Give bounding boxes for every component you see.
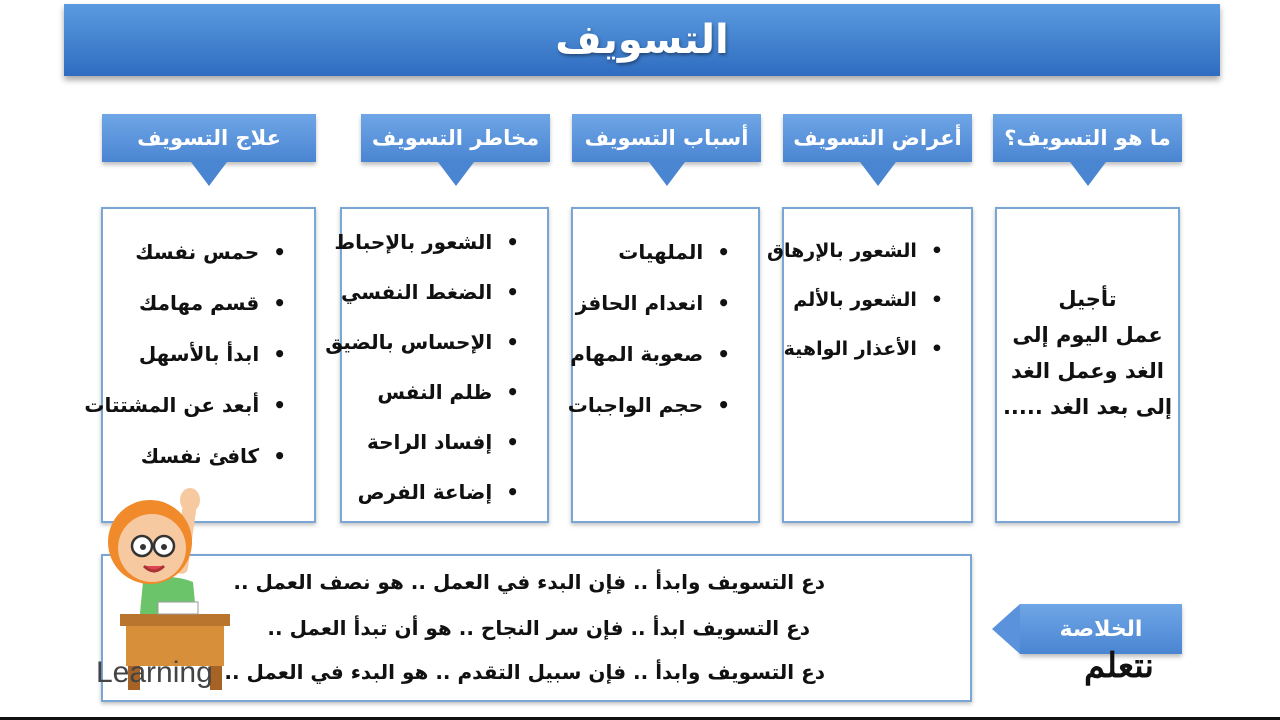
list-item: • الملهيات — [581, 227, 730, 278]
header-risks — [361, 114, 550, 162]
risks-box — [325, 207, 549, 523]
list-item: • الشعور بالإحباط — [350, 217, 519, 267]
symptoms-box — [767, 207, 973, 523]
header-label: أسباب التسويف — [584, 126, 749, 150]
header-label: مخاطر التسويف — [371, 126, 540, 150]
list-item: • صعوبة المهام — [581, 329, 730, 380]
down-arrow-icon — [191, 162, 227, 186]
definition-line: تأجيل — [1058, 287, 1117, 311]
down-arrow-icon — [649, 162, 685, 186]
definition-line: الغد وعمل الغد — [1011, 359, 1164, 383]
list-item: • الشعور بالإرهاق — [792, 227, 943, 276]
summary-line: دع التسويف وابدأ .. فإن البدء في العمل .. هو نصف العمل .. — [233, 570, 825, 594]
header-what-is — [993, 114, 1182, 162]
list-item: • ابدأ بالأسهل — [111, 329, 286, 380]
list-item: • إضاعة الفرص — [350, 467, 519, 517]
list-item: • حمس نفسك — [111, 227, 286, 278]
list-item: • الشعور بالألم — [792, 276, 943, 325]
list-item: • انعدام الحافز — [581, 278, 730, 329]
header-label: ما هو التسويف؟ — [1004, 126, 1171, 150]
title-banner — [64, 4, 1220, 76]
list-item: • أبعد عن المشتتات — [111, 380, 286, 431]
header-label: علاج التسويف — [137, 126, 281, 150]
definition-box — [995, 207, 1180, 523]
down-arrow-icon — [860, 162, 896, 186]
summary-line: دع التسويف وابدأ .. فإن سبيل التقدم .. هو البدء في العمل .. — [224, 660, 825, 684]
treatment-box — [84, 207, 316, 523]
causes-box — [567, 207, 760, 523]
summary-line: دع التسويف ابدأ .. فإن سر النجاح .. هو أن تبدأ العمل .. — [267, 616, 810, 640]
definition-text — [997, 209, 1178, 425]
list-item: • إفساد الراحة — [350, 417, 519, 467]
list-item: • حجم الواجبات — [581, 380, 730, 431]
definition-line: عمل اليوم إلى — [1012, 323, 1163, 347]
watermark: Learning — [96, 656, 213, 689]
list-item: • ظلم النفس — [350, 367, 519, 417]
list-item: • قسم مهامك — [111, 278, 286, 329]
down-arrow-icon — [1070, 162, 1106, 186]
list-item: • كافئ نفسك — [111, 431, 286, 482]
header-label: أعراض التسويف — [793, 126, 962, 150]
header-causes — [572, 114, 761, 162]
page-title: التسويف — [555, 17, 729, 63]
header-symptoms — [783, 114, 972, 162]
down-arrow-icon — [438, 162, 474, 186]
list-item: • الأعذار الواهية — [792, 325, 943, 374]
definition-line: إلى بعد الغد ..... — [1002, 395, 1173, 419]
summary-label-text: الخلاصة — [1059, 616, 1143, 642]
header-treatment — [102, 114, 316, 162]
brand-logo: نتعلم — [1084, 646, 1155, 686]
list-item: • الضغط النفسي — [350, 267, 519, 317]
list-item: • الإحساس بالضيق — [350, 317, 519, 367]
